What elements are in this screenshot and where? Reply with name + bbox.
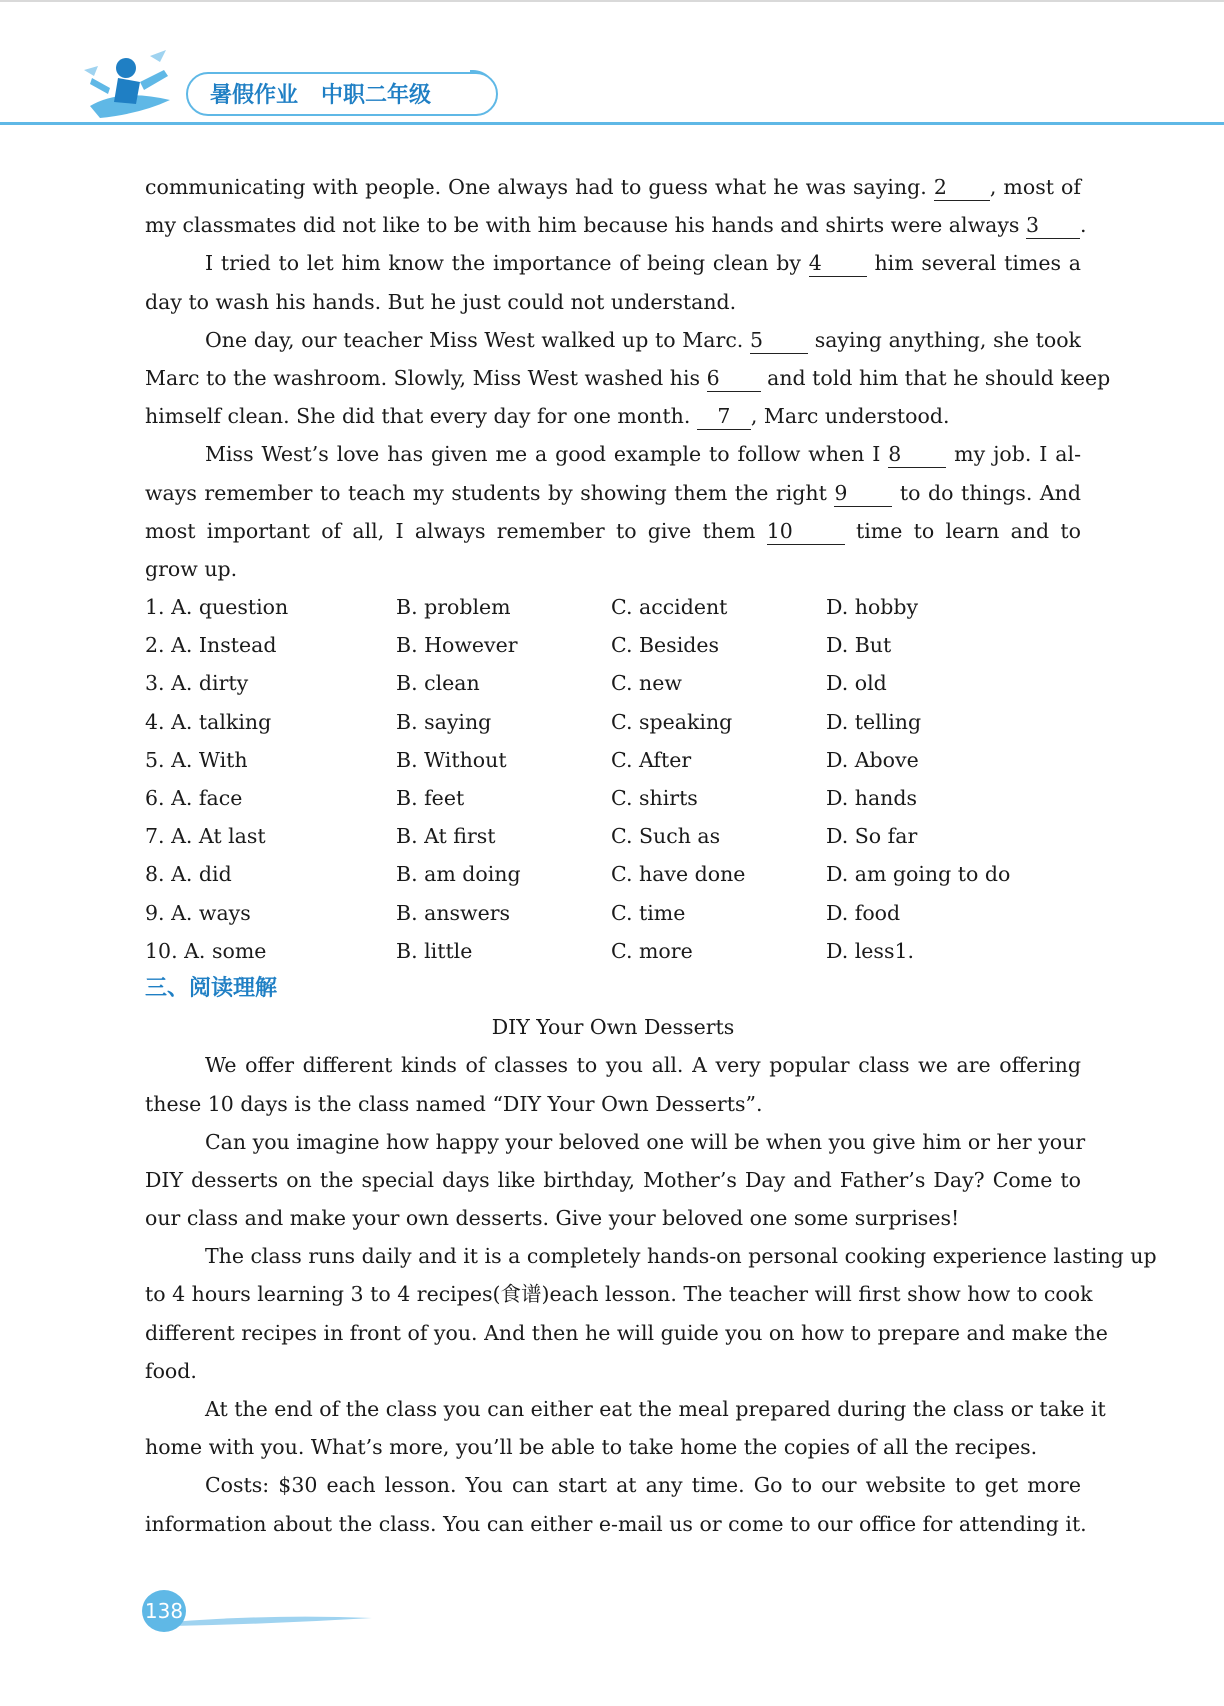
option-d: D. old bbox=[826, 671, 887, 696]
option-a: 1. A. question bbox=[145, 595, 289, 620]
text: to do things. And bbox=[899, 480, 1081, 505]
option-d: D. hands bbox=[826, 786, 918, 810]
header-title: 暑假作业 bbox=[210, 83, 299, 108]
text: time to learn and to bbox=[856, 518, 1081, 543]
option-b: B. Without bbox=[396, 747, 507, 772]
paragraph-line: different recipes in front of you. And then he will guide you on how to prepare and make the bbox=[145, 1320, 1108, 1345]
cloze-line bbox=[145, 321, 1081, 359]
option-c: C. Besides bbox=[611, 633, 720, 658]
text: communicating with people. One always had to guess what he was saying. bbox=[145, 175, 927, 199]
text: ways remember to teach my students by showing them the right bbox=[145, 480, 827, 505]
text: my job. I al- bbox=[954, 442, 1081, 467]
option-row bbox=[145, 894, 1081, 932]
blank-5: 5 bbox=[750, 329, 808, 354]
option-b: B. At first bbox=[396, 824, 496, 849]
cloze-line bbox=[145, 397, 1081, 435]
option-b: B. answers bbox=[396, 900, 511, 925]
paragraph-line: our class and make your own desserts. Give your beloved one some surprises! bbox=[145, 1206, 960, 1231]
option-b: B. little bbox=[396, 938, 473, 963]
paragraph-line: We offer different kinds of classes to you all. A very popular class we are offering bbox=[205, 1053, 1081, 1078]
text: and told him that he should keep bbox=[767, 365, 1111, 390]
blank-4: 4 bbox=[809, 252, 867, 277]
cloze-line bbox=[145, 168, 1081, 206]
option-d: D. food bbox=[826, 900, 901, 925]
option-c: C. speaking bbox=[611, 709, 733, 734]
cloze-line bbox=[145, 359, 1111, 397]
page-number-text: 138 bbox=[144, 1599, 184, 1623]
text: my classmates did not like to be with him because his hands and shirts were always bbox=[145, 213, 1020, 238]
cloze-line bbox=[145, 435, 1081, 473]
text: him several times a bbox=[874, 251, 1081, 276]
option-c: C. shirts bbox=[611, 786, 698, 810]
option-d: D. telling bbox=[826, 709, 922, 734]
option-a: 9. A. ways bbox=[145, 900, 251, 925]
option-row bbox=[145, 588, 1081, 626]
text: day to wash his hands. But he just could not understand. bbox=[145, 289, 737, 314]
option-a: 8. A. did bbox=[145, 862, 232, 887]
cloze-line bbox=[145, 283, 1081, 321]
option-b: B. However bbox=[396, 633, 518, 658]
option-d: D. So far bbox=[826, 824, 918, 849]
paragraph-line: Can you imagine how happy your beloved one will be when you give him or her your bbox=[205, 1129, 1086, 1154]
option-a: 2. A. Instead bbox=[145, 633, 277, 658]
option-c: C. After bbox=[611, 747, 692, 772]
paragraph-line: to 4 hours learning 3 to 4 recipes(食谱)each lesson. The teacher will first show how to cook bbox=[145, 1282, 1093, 1307]
option-b: B. clean bbox=[396, 671, 480, 696]
header-title-group bbox=[210, 78, 431, 109]
option-row bbox=[145, 932, 1081, 970]
option-a: 6. A. face bbox=[145, 786, 243, 810]
option-a: 7. A. At last bbox=[145, 824, 266, 849]
page-number bbox=[142, 1590, 192, 1632]
option-d: D. But bbox=[826, 633, 892, 658]
option-b: B. problem bbox=[396, 595, 511, 620]
paragraph-line: information about the class. You can either e-mail us or come to our office for attending it. bbox=[145, 1511, 1087, 1536]
option-c: C. have done bbox=[611, 862, 746, 887]
paragraph-line: these 10 days is the class named “DIY Your Own Desserts”. bbox=[145, 1091, 763, 1116]
section-heading: 三、阅读理解 bbox=[145, 975, 278, 1001]
text: . bbox=[1079, 213, 1087, 238]
option-b: B. am doing bbox=[396, 862, 521, 887]
option-row bbox=[145, 855, 1081, 893]
paragraph-line: Costs: $30 each lesson. You can start at any time. Go to our website to get more bbox=[205, 1473, 1081, 1498]
paragraph-line: home with you. What’s more, you’ll be able to take home the copies of all the recipes. bbox=[145, 1435, 1038, 1460]
header-rule bbox=[0, 122, 1224, 125]
page-content bbox=[145, 168, 1157, 1543]
cloze-line bbox=[145, 550, 1081, 588]
option-row bbox=[145, 779, 1081, 817]
option-c: C. Such as bbox=[611, 824, 721, 849]
paragraph-line: food. bbox=[145, 1358, 197, 1383]
mascot-logo-icon bbox=[80, 48, 190, 128]
blank-7: 7 bbox=[697, 405, 751, 430]
option-b: B. feet bbox=[396, 786, 465, 810]
option-c: C. more bbox=[611, 938, 693, 963]
blank-10: 10 bbox=[767, 520, 845, 545]
blank-9: 9 bbox=[834, 482, 892, 507]
text: saying anything, she took bbox=[814, 327, 1081, 352]
blank-8: 8 bbox=[888, 443, 946, 468]
option-a: 4. A. talking bbox=[145, 709, 272, 734]
option-c: C. accident bbox=[611, 595, 728, 620]
swoosh-decoration-icon bbox=[172, 1616, 372, 1626]
text: One day, our teacher Miss West walked up to Marc. bbox=[205, 327, 744, 352]
option-row bbox=[145, 741, 1081, 779]
cloze-line bbox=[145, 244, 1081, 282]
blank-6: 6 bbox=[707, 367, 761, 392]
option-a: 10. A. some bbox=[145, 938, 267, 963]
option-row bbox=[145, 703, 1081, 741]
text: most important of all, I always remember to give them bbox=[145, 518, 756, 543]
cloze-line bbox=[145, 206, 1087, 244]
article-title: DIY Your Own Desserts bbox=[491, 1015, 735, 1040]
text: I tried to let him know the importance of being clean by bbox=[205, 251, 801, 276]
text: , Marc understood. bbox=[750, 404, 950, 429]
paragraph-line: The class runs daily and it is a completely hands-on personal cooking experience lasting up bbox=[205, 1244, 1157, 1269]
page-header bbox=[0, 44, 1224, 130]
option-d: D. hobby bbox=[826, 595, 919, 620]
text: Marc to the washroom. Slowly, Miss West washed his bbox=[145, 365, 701, 390]
text: , most of bbox=[989, 175, 1081, 199]
option-c: C. new bbox=[611, 671, 682, 696]
option-a: 3. A. dirty bbox=[145, 671, 249, 696]
option-d: D. less1. bbox=[826, 938, 915, 963]
option-d: D. Above bbox=[826, 747, 919, 772]
option-c: C. time bbox=[611, 900, 686, 925]
option-a: 5. A. With bbox=[145, 747, 248, 772]
blank-2: 2 bbox=[934, 176, 990, 201]
paragraph-line: DIY desserts on the special days like birthday, Mother’s Day and Father’s Day? Come to bbox=[145, 1167, 1081, 1192]
option-row bbox=[145, 817, 1081, 855]
cloze-line bbox=[145, 474, 1081, 512]
top-rule bbox=[0, 0, 1224, 2]
text: grow up. bbox=[145, 556, 238, 581]
option-row bbox=[145, 664, 1081, 702]
option-b: B. saying bbox=[396, 709, 492, 734]
text: Miss West’s love has given me a good example to follow when I bbox=[205, 442, 881, 467]
paragraph-line: At the end of the class you can either eat the meal prepared during the class or take it bbox=[205, 1397, 1106, 1421]
option-d: D. am going to do bbox=[826, 862, 1011, 887]
text: himself clean. She did that every day for one month. bbox=[145, 404, 691, 429]
blank-3: 3 bbox=[1026, 214, 1080, 239]
cloze-line bbox=[145, 512, 1081, 550]
option-row bbox=[145, 626, 1081, 664]
header-grade: 中职二年级 bbox=[321, 83, 432, 108]
